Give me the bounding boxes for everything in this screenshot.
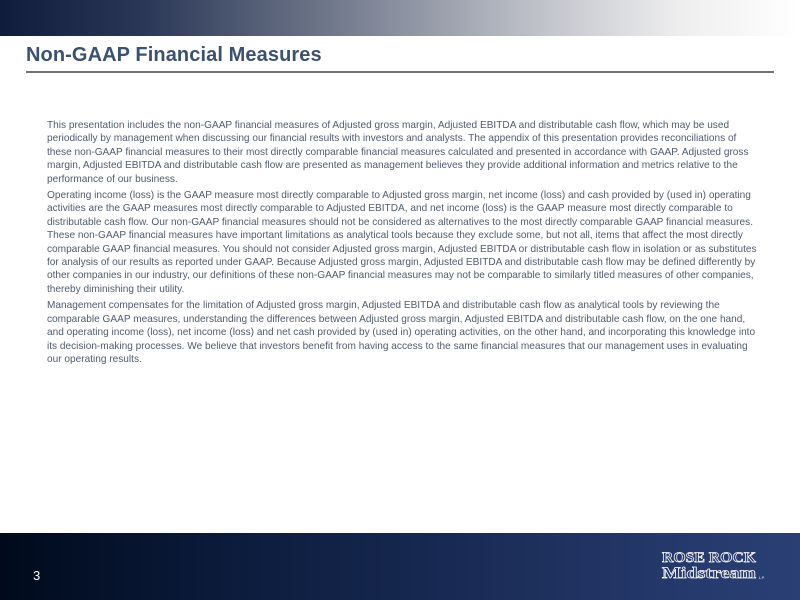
paragraph-comparability: Operating income (loss) is the GAAP measure most directly comparable to Adjusted gross margin, net income (loss) and cash provided by (used in) operating activities are the GAAP measures most directly comparable to Adjusted EBITDA, and net income (loss) is the GAAP measure most directly comparable to distributable cash flow. Our non-GAAP financial measures should not be considered as alternatives to the most directly comparable GAAP financial measures. These non-GAAP financial measures have important limitations as analytical tools because they exclude some, but not all, items that affect the most directly comparable GAAP financial measures. You should not consider Adjusted gross margin, Adjusted EBITDA or distributable cash flow in isolation or as substitutes for analysis of our results as reported under GAAP. Because Adjusted gross margin, Adjusted EBITDA and distributable cash flow may be defined differently by other companies in our industry, our definitions of these non-GAAP financial measures may not be comparable to similarly titled measures of other companies, thereby diminishing their utility. xyxy=(47,190,757,295)
body-text xyxy=(47,119,757,369)
title-underline xyxy=(26,71,774,73)
company-logo xyxy=(660,548,770,582)
page-number: 3 xyxy=(33,568,41,583)
header-gradient-band xyxy=(0,0,800,36)
logo-lp-mark: L.P. xyxy=(759,576,765,580)
logo-line-2: Midstream xyxy=(662,565,757,582)
paragraph-management-compensation: Management compensates for the limitation of Adjusted gross margin, Adjusted EBITDA and distributable cash flow as analytical tools by reviewing the comparable GAAP measures, understanding the differences between Adjusted gross margin, Adjusted EBITDA and distributable cash flow, on the one hand, and operating income (loss), net income (loss) and net cash provided by (used in) operating activities, on the other hand, and incorporating this knowledge into its decision-making processes. We believe that investors benefit from having access to the same financial measures that our management uses in evaluating our operating results. xyxy=(47,300,756,365)
paragraph-intro: This presentation includes the non-GAAP financial measures of Adjusted gross margin, Adjusted EBITDA and distributable cash flow, which may be used periodically by management when discussing our financial results with investors and analysts. The appendix of this presentation provides reconciliations of these non-GAAP financial measures to their most directly comparable financial measures calculated and presented in accordance with GAAP. Adjusted gross margin, Adjusted EBITDA and distributable cash flow are presented as management believes they provide additional information and metrics relative to the performance of our business. xyxy=(47,120,749,185)
logo-line-1: ROSE ROCK xyxy=(662,550,757,566)
slide-title: Non-GAAP Financial Measures xyxy=(26,44,322,66)
